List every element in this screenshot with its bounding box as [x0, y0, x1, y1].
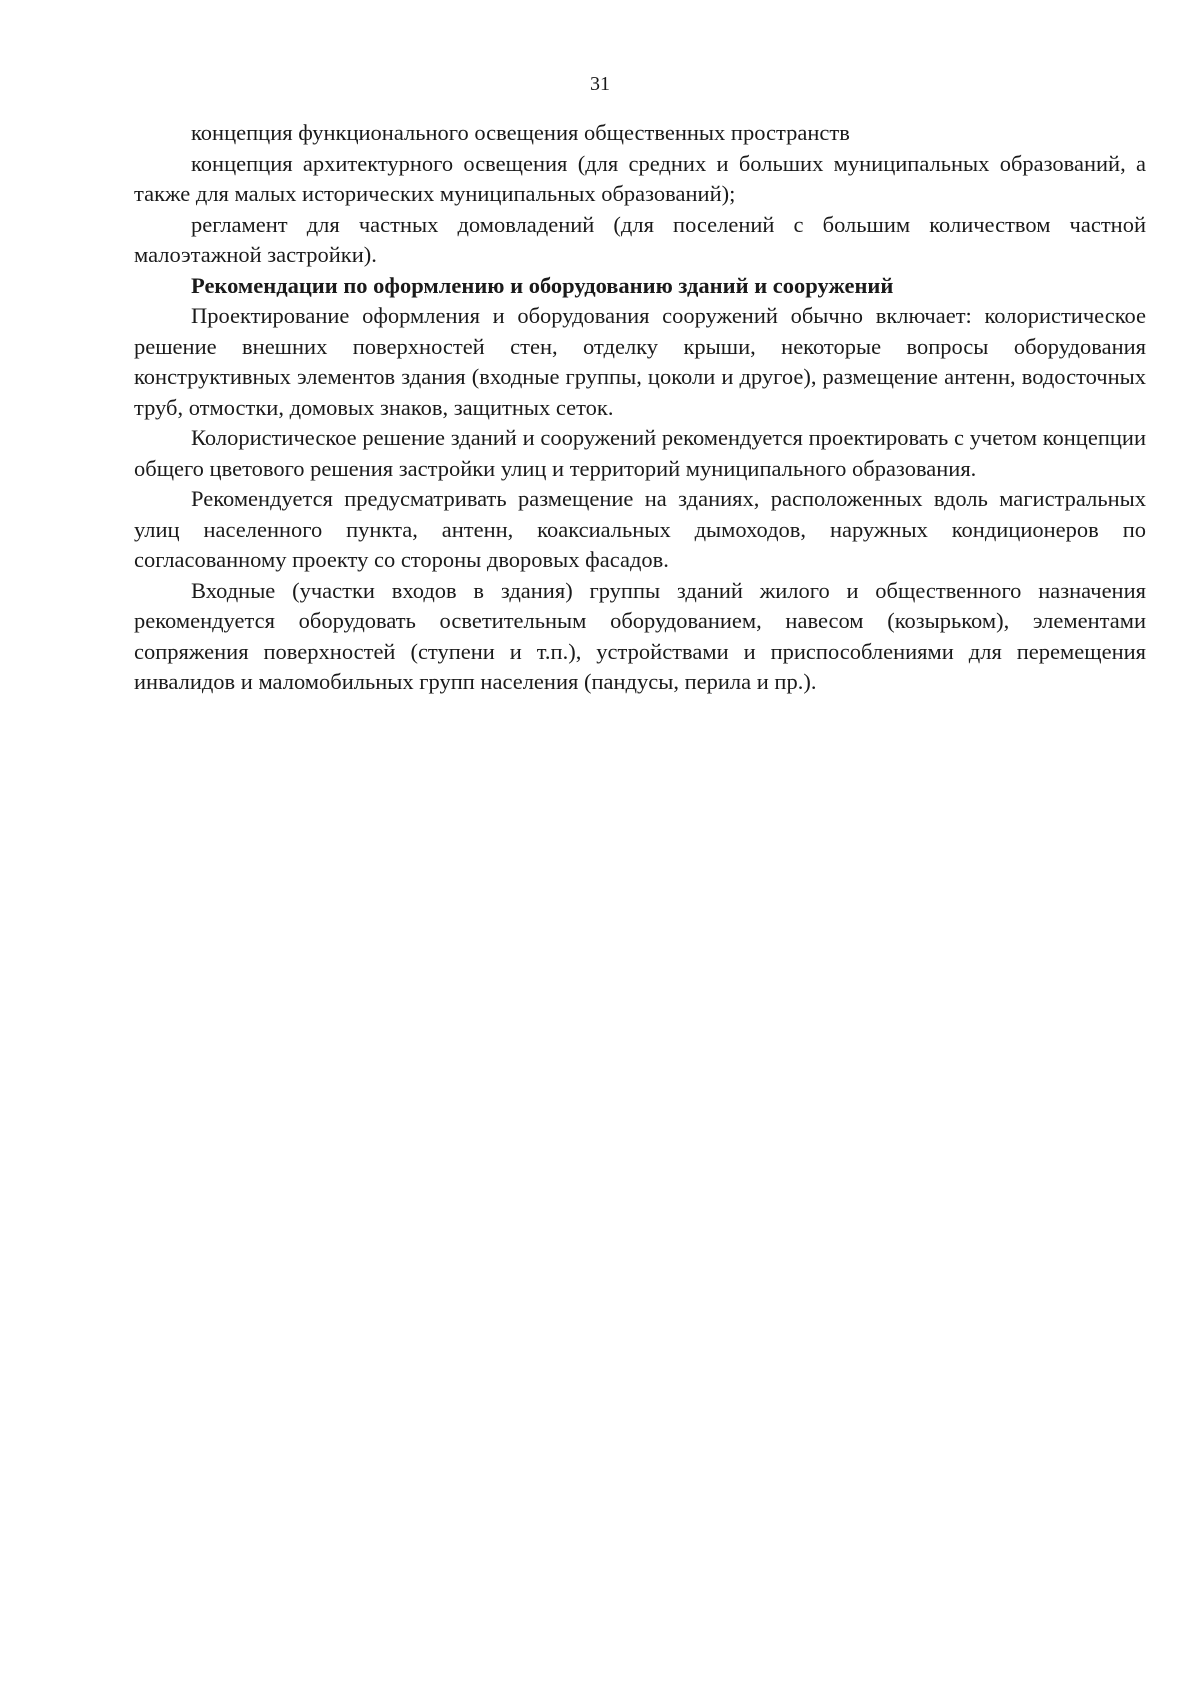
paragraph-design-includes: Проектирование оформления и оборудования сооружений обычно включает: колористическое решение внешних поверхностей стен, отделку крыши, некоторые вопросы оборудования конструктивных элементов здания (входные группы, цоколи и другое), размещение антенн, водосточных труб, отмостки, домовых знаков, защитных сеток.	[134, 303, 1146, 420]
paragraph-color-solution: Колористическое решение зданий и сооружений рекомендуется проектировать с учетом концепции общего цветового решения застройки улиц и территорий муниципального образования.	[134, 425, 1146, 481]
page-number: 31	[590, 73, 610, 95]
document-body	[134, 118, 1146, 698]
paragraph-lighting-concept-public: концепция функционального освещения общественных пространств	[191, 120, 850, 145]
paragraph-architectural-lighting-concept: концепция архитектурного освещения (для средних и больших муниципальных образований, а также для малых исторических муниципальных образований);	[134, 150, 1146, 206]
section-heading: Рекомендации по оформлению и оборудованию зданий и сооружений	[191, 272, 894, 298]
paragraph-private-households-regulation: регламент для частных домовладений (для поселений с большим количеством частной малоэтажной застройки).	[134, 211, 1146, 267]
paragraph-antenna-placement: Рекомендуется предусматривать размещение на зданиях, расположенных вдоль магистральных улиц населенного пункта, антенн, коаксиальных дымоходов, наружных кондиционеров по согласованному проекту со стороны дворовых фасадов.	[134, 486, 1146, 572]
paragraph-entrance-groups: Входные (участки входов в здания) группы зданий жилого и общественного назначения рекомендуется оборудовать осветительным оборудованием, навесом (козырьком), элементами сопряжения поверхностей (ступени и т.п.), устройствами и приспособлениями для перемещения инвалидов и маломобильных групп населения (пандусы, перила и пр.).	[134, 577, 1146, 694]
